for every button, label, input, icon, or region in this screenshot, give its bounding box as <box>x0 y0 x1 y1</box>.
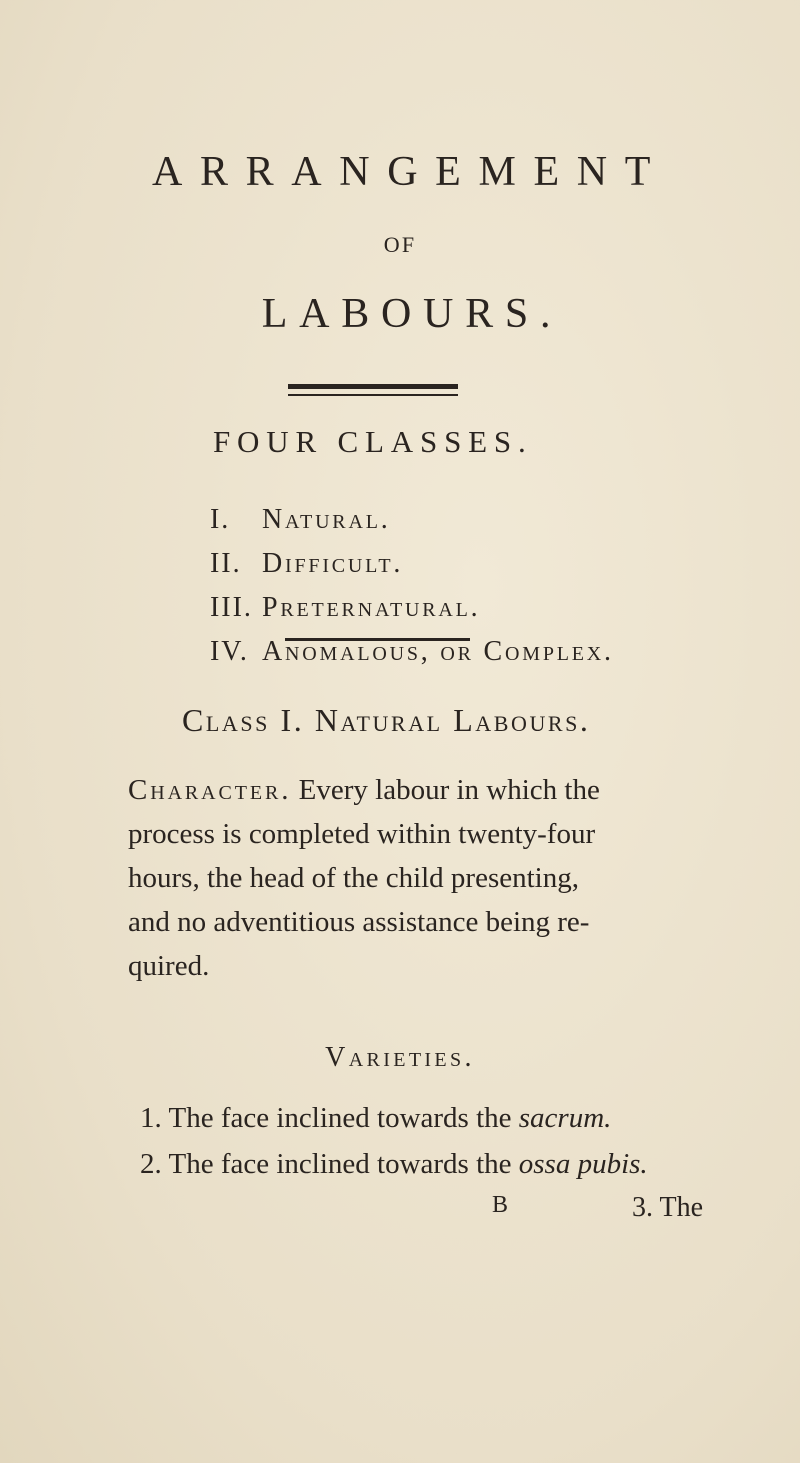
class-number: IV. <box>210 636 249 667</box>
character-line-1: Character. Every labour in which the <box>128 774 600 806</box>
class-list-item <box>210 504 391 536</box>
title-labours: LABOURS. <box>261 291 563 337</box>
character-label: Character. <box>128 774 292 806</box>
class-label: Preternatural. <box>262 592 481 623</box>
title-of: OF <box>383 232 417 257</box>
class-list-item <box>210 592 480 624</box>
variety-text: The face inclined towards the <box>168 1148 519 1180</box>
variety-text: The face inclined towards the <box>168 1102 519 1134</box>
varieties-heading: Varieties. <box>325 1042 475 1073</box>
class-one-heading: Class I. Natural Labours. <box>182 702 591 738</box>
class-label: Natural. <box>262 504 391 535</box>
variety-emphasis: sacrum. <box>518 1102 612 1134</box>
class-label: Difficult. <box>262 548 404 579</box>
class-number: I. <box>210 504 231 535</box>
class-list-item <box>210 548 403 580</box>
variety-item <box>140 1148 648 1181</box>
section-rule <box>285 638 470 641</box>
variety-number: 1. <box>140 1102 162 1134</box>
character-line: and no adventitious assistance being re- <box>128 906 590 938</box>
character-line: hours, the head of the child presenting, <box>128 862 579 894</box>
signature-mark: B <box>492 1192 509 1218</box>
variety-number: 2. <box>140 1148 162 1180</box>
class-number: III. <box>210 592 253 623</box>
variety-item <box>140 1102 611 1135</box>
title-arrangement: ARRANGEMENT <box>151 149 669 195</box>
character-line: process is completed within twenty-four <box>128 818 596 850</box>
variety-emphasis: ossa pubis. <box>518 1148 648 1180</box>
double-rule-thin <box>288 394 458 396</box>
class-label: Anomalous, or Complex. <box>262 636 614 667</box>
class-number: II. <box>210 548 242 579</box>
double-rule-thick <box>288 384 458 389</box>
character-line: quired. <box>128 950 210 982</box>
catchword: 3. The <box>632 1192 704 1223</box>
character-paragraph <box>128 768 640 988</box>
four-classes-heading: FOUR CLASSES. <box>213 424 533 459</box>
